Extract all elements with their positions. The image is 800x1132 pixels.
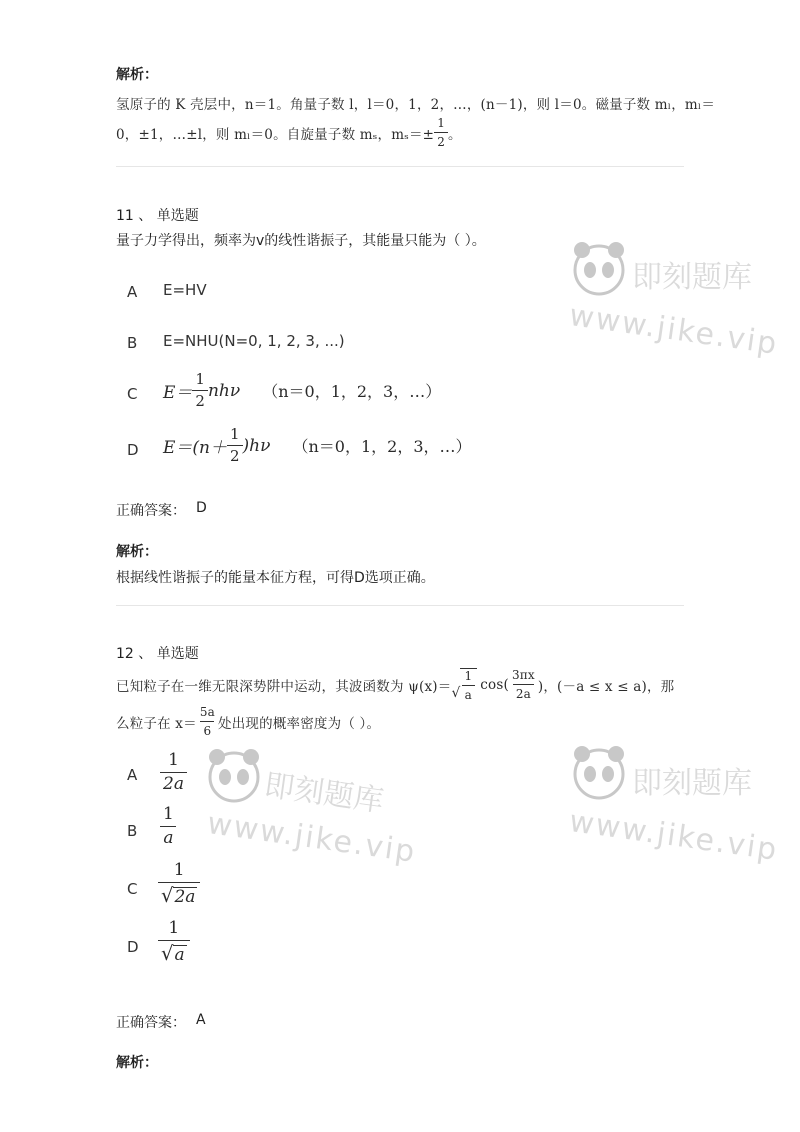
- option-c-letter[interactable]: C: [127, 880, 138, 898]
- option-c-formula[interactable]: 1 √ 2a: [158, 862, 200, 906]
- watermark-url: www.jike.vip: [567, 298, 781, 362]
- option-a-letter[interactable]: A: [127, 283, 138, 301]
- watermark-brand: 即刻题库: [632, 260, 752, 295]
- question-12-stem-line-1: 已知粒子在一维无限深势阱中运动，其波函数为 ψ(x)＝ √ $\frac{1}{a}$ cos( $\frac{3\pi x}{2a}$ )，(－a ≤ x ≤ a)，那: [116, 668, 675, 702]
- analysis-line-1: 氢原子的 K 壳层中，n＝1。角量子数 l，l＝0，1，2，…，(n－1)，则 l＝0。磁量子数 mₗ，mₗ＝: [116, 97, 716, 113]
- option-c-formula[interactable]: E＝ $\frac{1}{2}$ nhν （n＝0，1，2，3，…）: [163, 370, 442, 410]
- analysis-line-2: 0，±1，…±l，则 mₗ＝0。自旋量子数 mₛ，mₛ＝± $\frac{1}{2}$ 。: [116, 116, 462, 149]
- analysis-label: 解析：: [116, 1055, 158, 1071]
- question-11-answer: 正确答案： D: [116, 500, 207, 519]
- panda-logo-icon: [205, 745, 263, 807]
- watermark-brand: 即刻题库: [632, 766, 752, 801]
- analysis-label: 解析：: [116, 67, 158, 83]
- divider: [116, 605, 684, 606]
- option-b-letter[interactable]: B: [127, 334, 138, 352]
- fraction: $\frac{3\pi x}{2a}$: [511, 668, 535, 701]
- option-b-formula[interactable]: $\frac{1}{a}$: [160, 806, 177, 847]
- answer-value: D: [196, 500, 207, 516]
- analysis-text: 根据线性谐振子的能量本征方程，可得D选项正确。: [116, 570, 435, 586]
- option-a-formula[interactable]: $\frac{1}{2a}$: [160, 752, 187, 793]
- panda-logo-icon: [570, 742, 628, 804]
- panda-logo-icon: [570, 238, 628, 300]
- option-d-letter[interactable]: D: [127, 441, 139, 459]
- question-11-title: 11 、 单选题: [116, 208, 199, 224]
- answer-value: A: [196, 1012, 206, 1028]
- fraction: $\frac{1}{2}$: [192, 372, 208, 409]
- watermark-url: www.jike.vip: [567, 804, 781, 868]
- analysis-label: 解析：: [116, 544, 158, 560]
- question-12-answer: 正确答案： A: [116, 1012, 206, 1031]
- question-12-title: 12 、 单选题: [116, 646, 199, 662]
- watermark-url: www.jike.vip: [205, 806, 419, 870]
- fraction: $\frac{1}{2}$: [227, 427, 243, 464]
- option-c-letter[interactable]: C: [127, 385, 138, 403]
- half-fraction: $\frac{1}{2}$: [434, 117, 448, 148]
- option-d-formula[interactable]: E＝(n＋ $\frac{1}{2}$ )hν （n＝0，1，2，3，…）: [163, 425, 472, 465]
- option-b-text[interactable]: E=NHU(N=0, 1, 2, 3, ...): [163, 332, 345, 350]
- analysis-line-2-text: 0，±1，…±l，则 mₗ＝0。自旋量子数 mₛ，mₛ＝±: [116, 126, 435, 143]
- question-12-stem-line-2: 么粒子在 x＝ $\frac{5a}{6}$ 处出现的概率密度为（ ）。: [116, 705, 381, 738]
- sqrt: √ $\frac{1}{a}$: [451, 668, 477, 701]
- fraction: $\frac{5a}{6}$: [199, 705, 216, 738]
- divider: [116, 166, 684, 167]
- watermark-brand: 即刻题库: [262, 767, 386, 820]
- option-a-letter[interactable]: A: [127, 766, 138, 784]
- option-d-letter[interactable]: D: [127, 938, 139, 956]
- option-d-formula[interactable]: 1 √ a: [158, 920, 190, 964]
- question-11-stem: 量子力学得出，频率为v的线性谐振子，其能量只能为（ ）。: [116, 233, 486, 249]
- option-a-text[interactable]: E=HV: [163, 281, 207, 299]
- option-b-letter[interactable]: B: [127, 822, 138, 840]
